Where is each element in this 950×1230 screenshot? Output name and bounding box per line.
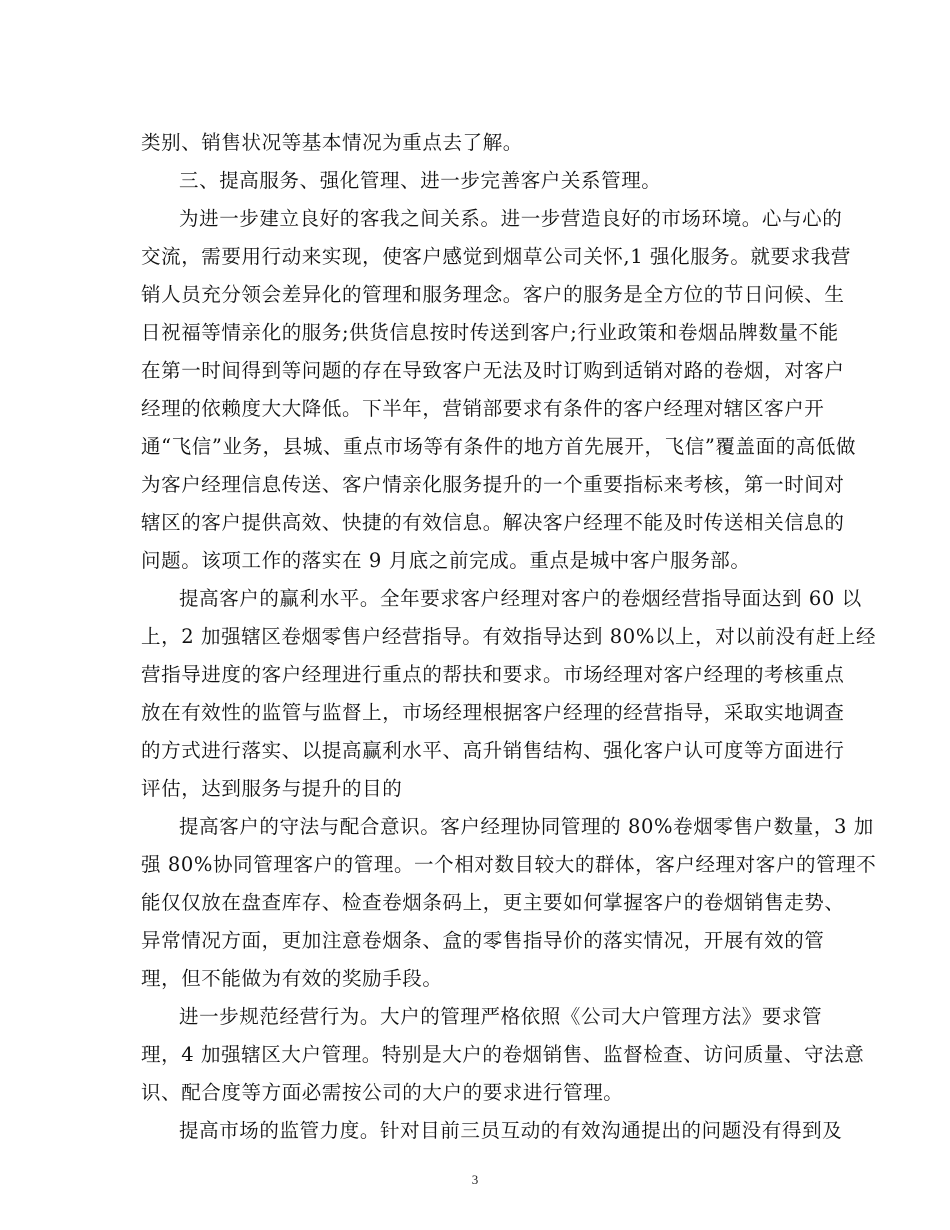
text-line: 能仅仅放在盘查库存、检查卷烟条码上，更主要如何掌握客户的卷烟销售走势、 — [141, 891, 845, 914]
text-line: 销人员充分领会差异化的管理和服务理念。客户的服务是全方位的节日问候、生 — [141, 283, 845, 306]
text-line: 辖区的客户提供高效、快捷的有效信息。解决客户经理不能及时传送相关信息的 — [141, 511, 845, 534]
text-line: 提高客户的赢利水平。全年要求客户经理对客户的卷烟经营指导面达到 60 以 — [179, 587, 862, 610]
text-line: 强 80%协同管理客户的管理。一个相对数目较大的群体，客户经理对客户的管理不 — [141, 853, 877, 876]
text-line: 问题。该项工作的落实在 9 月底之前完成。重点是城中客户服务部。 — [141, 549, 751, 572]
text-line: 经理的依赖度大大降低。下半年，营销部要求有条件的客户经理对辖区客户开 — [141, 397, 825, 420]
text-line: 的方式进行落实、以提高赢利水平、高升销售结构、强化客户认可度等方面进行 — [141, 739, 845, 762]
text-line: 提高客户的守法与配合意识。客户经理协同管理的 80%卷烟零售户数量，3 加 — [179, 815, 874, 838]
text-line: 日祝福等情亲化的服务;供货信息按时传送到客户;行业政策和卷烟品牌数量不能 — [141, 321, 839, 344]
section-heading: 三、提高服务、强化管理、进一步完善客户关系管理。 — [179, 169, 662, 192]
text-line: 营指导进度的客户经理进行重点的帮扶和要求。市场经理对客户经理的考核重点 — [141, 663, 845, 686]
text-line: 理，4 加强辖区大户管理。特别是大户的卷烟销售、监督检查、访问质量、守法意 — [141, 1043, 865, 1066]
text-line: 识、配合度等方面必需按公司的大户的要求进行管理。 — [141, 1081, 624, 1104]
text-line: 为进一步建立良好的客我之间关系。进一步营造良好的市场环境。心与心的 — [179, 207, 843, 230]
text-line: 为客户经理信息传送、客户情亲化服务提升的一个重要指标来考核，第一时间对 — [141, 473, 845, 496]
page-number: 3 — [471, 1172, 479, 1187]
text-line: 类别、销售状况等基本情况为重点去了解。 — [141, 131, 523, 154]
text-line: 评估，达到服务与提升的目的 — [141, 777, 403, 800]
text-line: 通“飞信”业务，县城、重点市场等有条件的地方首先展开，飞信”覆盖面的高低做 — [141, 435, 857, 458]
text-line: 异常情况方面，更加注意卷烟条、盒的零售指导价的落实情况，开展有效的管 — [141, 929, 825, 952]
text-line: 理，但不能做为有效的奖励手段。 — [141, 967, 443, 990]
text-line: 进一步规范经营行为。大户的管理严格依照《公司大户管理方法》要求管 — [179, 1005, 823, 1028]
text-line: 交流，需要用行动来实现，使客户感觉到烟草公司关怀,1 强化服务。就要求我营 — [141, 245, 852, 268]
text-line: 在第一时间得到等问题的存在导致客户无法及时订购到适销对路的卷烟，对客户 — [141, 359, 845, 382]
text-line: 上，2 加强辖区卷烟零售户经营指导。有效指导达到 80%以上，对以前没有赶上经 — [141, 625, 877, 648]
text-line: 提高市场的监管力度。针对目前三员互动的有效沟通提出的问题没有得到及 — [179, 1119, 843, 1142]
text-line: 放在有效性的监管与监督上，市场经理根据客户经理的经营指导，采取实地调查 — [141, 701, 845, 724]
